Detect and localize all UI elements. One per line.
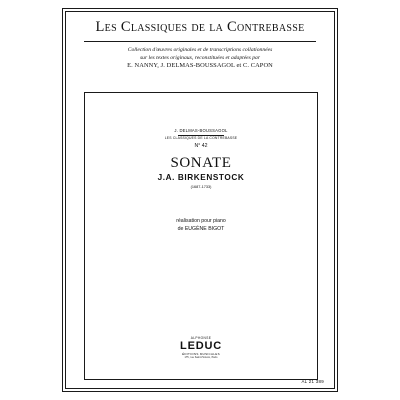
collection-line: Collection d'œuvres originales et de transcriptions collationnées: [127, 47, 273, 53]
series-box: [85, 128, 317, 150]
series-title: Les Classiques de la Contrebasse: [95, 19, 305, 35]
publisher-name: LEDUC: [180, 340, 222, 352]
title-rule: [84, 41, 316, 42]
editors-line: E. NANNY, J. DELMAS-BOUSSAGOL et C. CAPON: [127, 62, 273, 70]
inner-box: [84, 92, 318, 380]
publisher-logo: [85, 336, 317, 359]
composer-name: J.A. BIRKENSTOCK: [157, 173, 245, 182]
series-box-editor: J. DELMAS-BOUSSAGOL: [174, 128, 228, 133]
score-cover: [62, 8, 338, 392]
publisher-address: 175, rue Saint-Honoré, Paris: [184, 356, 218, 359]
collection-line: sur les textes originaux, reconstituées et adaptées par: [139, 55, 261, 62]
series-box-collection: LES CLASSIQUES DE LA CONTREBASSE: [164, 136, 238, 140]
collection-description: [72, 46, 328, 71]
catalog-number: AL 21 389: [301, 379, 324, 384]
composer-dates: (1687-1733): [190, 185, 212, 189]
realisation-line: réalisation pour piano: [176, 218, 226, 224]
realisation-credit: [85, 217, 317, 234]
publisher-editions: ÉDITIONS MUSICALES: [182, 352, 220, 356]
arranger-line: de EUGÈNE BIGOT: [177, 226, 225, 233]
work-title: SONATE: [170, 155, 232, 171]
publisher-first-name: ALPHONSE: [190, 336, 212, 340]
series-number: N° 42: [194, 142, 208, 149]
